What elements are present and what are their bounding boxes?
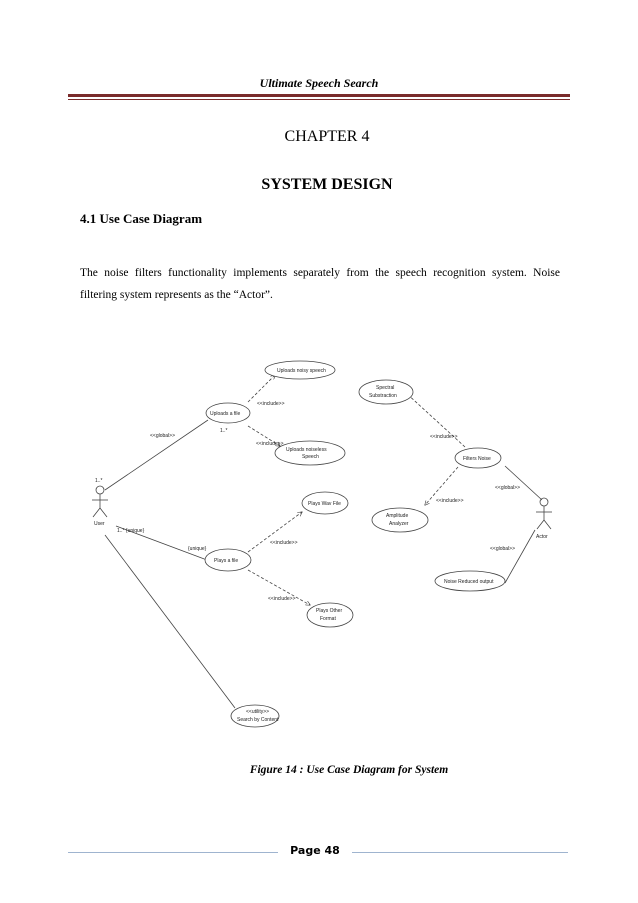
user-actor-figure (92, 486, 108, 517)
global-label-actor-output: <<global>> (490, 546, 516, 552)
footer-rule-left (68, 852, 278, 853)
user-top-multiplicity: 1..* (95, 478, 103, 484)
use-case-noise-reduced: Noise Reduced output (444, 579, 494, 585)
use-case-plays-file: Plays a file (214, 558, 239, 564)
global-label-actor-filter: <<global>> (495, 485, 521, 491)
include-label-4: <<include>> (268, 596, 296, 602)
use-case-filters-noise: Filters Noise (463, 456, 491, 462)
uploads-multiplicity: 1..* (220, 428, 228, 434)
include-label-5: <<include>> (430, 434, 458, 440)
use-case-uploads-noiseless-line1: Uploads noiseless (286, 447, 327, 453)
include-label-1: <<include>> (257, 401, 285, 407)
unique-label: {unique} (188, 546, 207, 552)
use-case-uploads-file: Uploads a file (210, 411, 241, 417)
header-rule-thin (68, 99, 570, 100)
include-label-6: <<include>> (436, 498, 464, 504)
use-case-plays-wav: Plays Wav File (308, 501, 341, 507)
use-case-diagram (80, 350, 570, 740)
actor-label: Actor (536, 534, 548, 540)
user-actor-label: User (94, 521, 105, 527)
use-case-search-stereotype: <<utility>> (246, 709, 270, 715)
use-case-uploads-noisy: Uploads noisy speech (277, 368, 326, 374)
figure-caption: Figure 14 : Use Case Diagram for System (249, 764, 449, 776)
global-label-user: <<global>> (150, 433, 176, 439)
chapter-number: CHAPTER 4 (284, 128, 370, 145)
include-label-2: <<include>> (256, 441, 284, 447)
running-header-title: Ultimate Speech Search (259, 76, 379, 90)
use-case-plays-other-line2: Format (320, 616, 336, 622)
footer-rule-right (352, 852, 568, 853)
use-case-search-by-content: Search by Content (237, 717, 279, 723)
use-case-spectral-line2: Substraction (369, 393, 397, 399)
use-case-amplitude-line1: Amplitude (386, 513, 409, 519)
user-unique-multiplicity: 1..* {unique} (117, 528, 145, 534)
use-case-uploads-noiseless-line2: Speech (302, 454, 319, 460)
include-label-3: <<include>> (270, 540, 298, 546)
use-case-amplitude-line2: Analyzer (389, 521, 409, 527)
chapter-title: SYSTEM DESIGN (261, 176, 393, 193)
body-paragraph: The noise filters functionality implements separately from the speech recognition system. Noise filtering system represents as the “Actor”. (80, 267, 560, 301)
include-lines (248, 375, 465, 605)
page-number: Page 48 (290, 844, 340, 857)
use-case-ellipses (205, 361, 505, 727)
header-rule-thick (68, 94, 570, 97)
use-case-spectral-line1: Spectral (376, 385, 395, 391)
use-case-plays-other-line1: Plays Other (316, 608, 343, 614)
actor-figure (536, 498, 552, 529)
section-heading: 4.1 Use Case Diagram (80, 211, 203, 226)
